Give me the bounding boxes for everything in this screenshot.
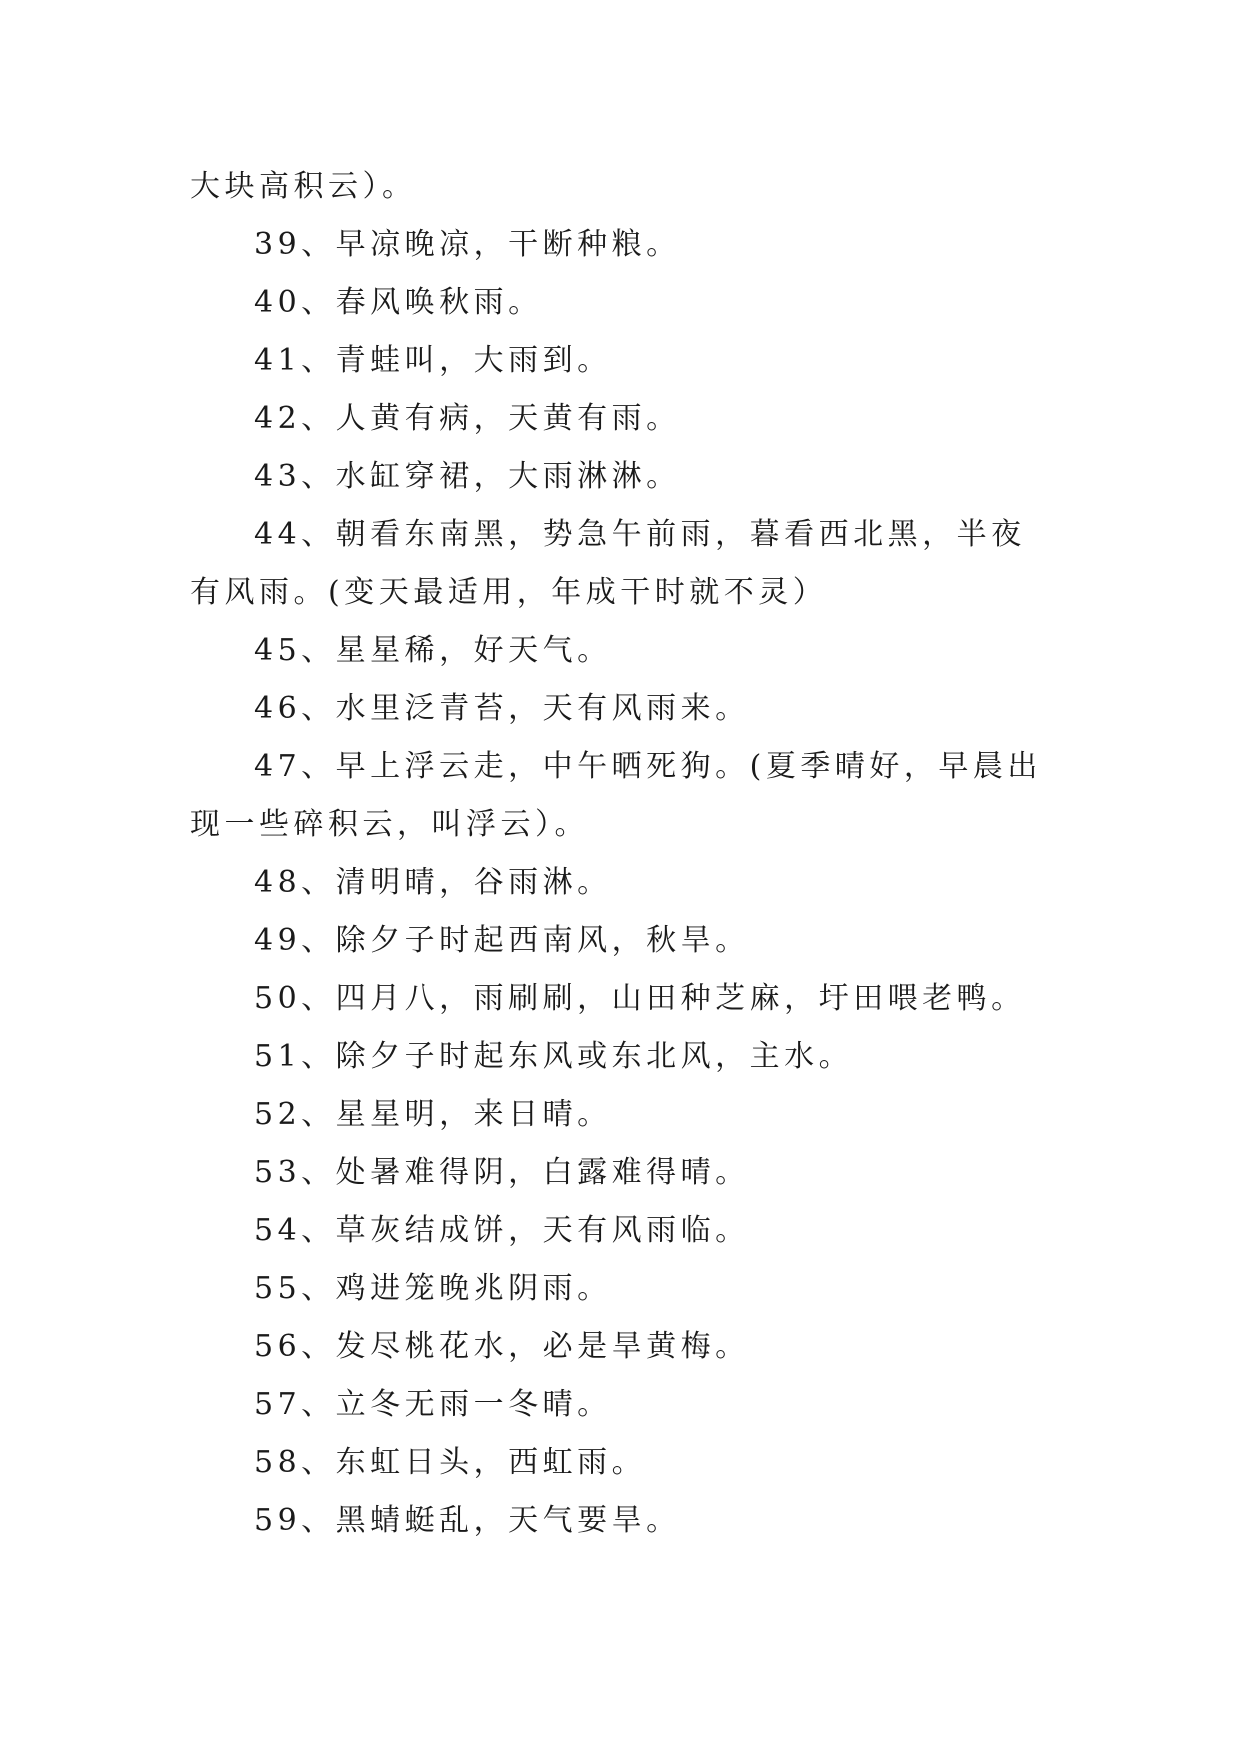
proverb-46: 46、水里泛青苔，天有风雨来。 — [254, 691, 750, 726]
proverb-44: 44、朝看东南黑，势急午前雨，暮看西北黑，半夜有风雨。(变天最适用，年成干时就不灵） — [190, 517, 1026, 610]
proverb-49: 49、除夕子时起西南风，秋旱。 — [254, 923, 750, 958]
proverb-59: 59、黑蜻蜓乱，天气要旱。 — [254, 1503, 681, 1538]
proverb-58: 58、东虹日头，西虹雨。 — [254, 1445, 647, 1480]
document-body — [190, 158, 1060, 1550]
proverb-52: 52、星星明，来日晴。 — [254, 1097, 612, 1132]
proverb-47: 47、早上浮云走，中午晒死狗。(夏季晴好，早晨出现一些碎积云，叫浮云）。 — [190, 749, 1042, 842]
paragraph-continuation: 大块高积云）。 — [190, 169, 417, 204]
proverb-48: 48、清明晴，谷雨淋。 — [254, 865, 612, 900]
proverb-51: 51、除夕子时起东风或东北风，主水。 — [254, 1039, 854, 1074]
proverb-57: 57、立冬无雨一冬晴。 — [254, 1387, 612, 1422]
proverb-56: 56、发尽桃花水，必是旱黄梅。 — [254, 1329, 750, 1364]
proverb-54: 54、草灰结成饼，天有风雨临。 — [254, 1213, 750, 1248]
proverb-45: 45、星星稀，好天气。 — [254, 633, 612, 668]
proverb-42: 42、人黄有病，天黄有雨。 — [254, 401, 681, 436]
proverb-43: 43、水缸穿裙，大雨淋淋。 — [254, 459, 681, 494]
proverb-53: 53、处暑难得阴，白露难得晴。 — [254, 1155, 750, 1190]
proverb-50: 50、四月八，雨刷刷，山田种芝麻，圩田喂老鸭。 — [254, 981, 1026, 1016]
proverb-40: 40、春风唤秋雨。 — [254, 285, 543, 320]
proverb-41: 41、青蛙叫，大雨到。 — [254, 343, 612, 378]
proverb-39: 39、早凉晚凉，干断种粮。 — [254, 227, 681, 262]
proverb-55: 55、鸡进笼晚兆阴雨。 — [254, 1271, 612, 1306]
